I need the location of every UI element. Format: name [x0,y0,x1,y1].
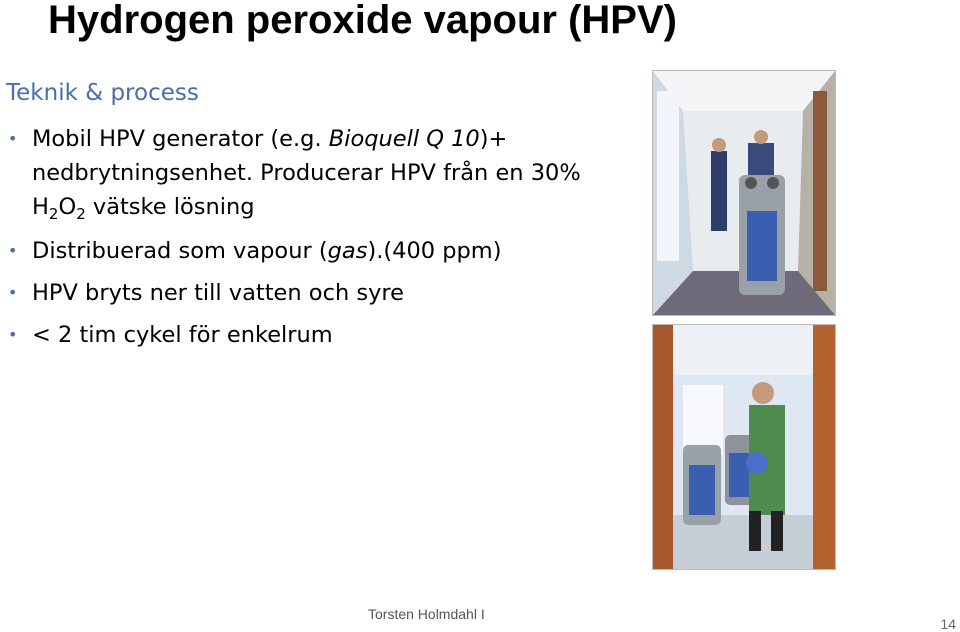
bullet-item: • HPV bryts ner till vatten och syre [8,276,628,310]
bullet-icon: • [8,129,18,148]
bullet-icon: • [8,283,18,302]
slide-subtitle: Teknik & process [6,80,199,106]
bullet-list [8,122,628,360]
photo-room-icon [653,325,835,569]
photo-hpv-generator-corridor [652,70,836,316]
bullet-item: • Mobil HPV generator (e.g. Bioquell Q 10)+ nedbrytningsenhet. Producerar HPV från en 30% $H_2O_2$ vätske lösning [8,122,628,226]
slide-title: Hydrogen peroxide vapour (HPV) [48,0,677,42]
photo-corridor-icon [653,71,835,315]
bullet-icon: • [8,241,18,260]
photo-hpv-generator-room [652,324,836,570]
page-number: 14 [940,616,956,632]
bullet-item: • < 2 tim cykel för enkelrum [8,318,628,352]
bullet-icon: • [8,325,18,344]
bullet-item: • Distribuerad som vapour (gas).(400 ppm) [8,234,628,268]
footer-author: Torsten Holmdahl I [368,606,485,622]
